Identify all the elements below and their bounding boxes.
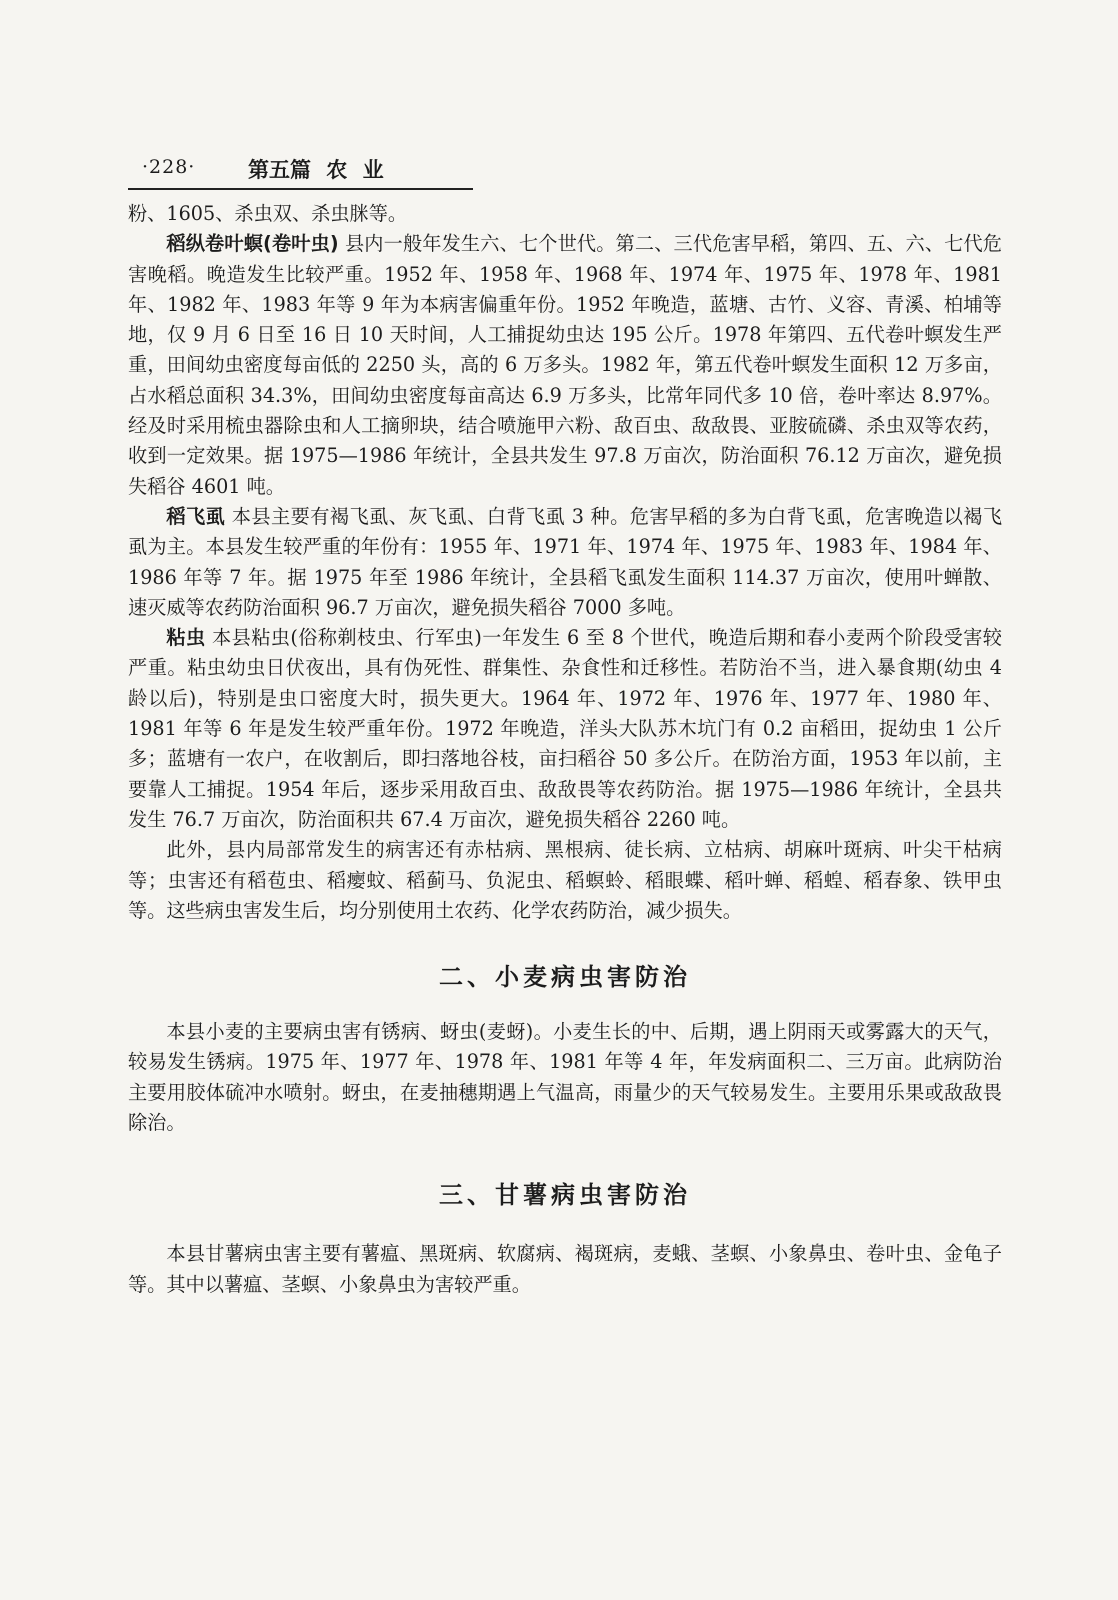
paragraph-planthopper — [128, 502, 1002, 623]
paragraph-armyworm — [128, 623, 1002, 835]
section-heading-wheat: 二、小麦病虫害防治 — [439, 962, 691, 992]
paragraph-rice-leaf-roller — [128, 229, 1002, 502]
term-armyworm: 粘虫 — [166, 626, 206, 650]
text-planthopper: 本县主要有褐飞虱、灰飞虱、白背飞虱 3 种。危害早稻的多为白背飞虱，危害晚造以褐飞虱为主。本县发生较严重的年份有：1955 年、1971 年、1974 年、1975 年、1983 年、1984 年、1986 年等 7 年。据 1975 年至 1986 年统计，全县稻飞虱发生面积 114.37 万亩次，使用叶蝉散、速灭威等农药防治面积 96.7 万亩次，避免损失稻谷 7000 多吨。 — [128, 504, 1003, 619]
paragraph-sweet-potato: 本县甘薯病虫害主要有薯瘟、黑斑病、软腐病、褐斑病，麦蛾、茎螟、小象鼻虫、卷叶虫、金龟子等。其中以薯瘟、茎螟、小象鼻虫为害较严重。 — [128, 1242, 1002, 1296]
section-heading-sweet-potato: 三、甘薯病虫害防治 — [439, 1180, 691, 1210]
page-number: ·228· — [142, 156, 196, 178]
paragraph-continuation: 粉、1605、杀虫双、杀虫脒等。 — [128, 202, 408, 225]
chapter-title: 第五篇 农 业 — [248, 158, 384, 182]
page-header — [128, 150, 473, 190]
paragraph-other-pests: 此外，县内局部常发生的病害还有赤枯病、黑根病、徒长病、立枯病、胡麻叶斑病、叶尖干枯病等；虫害还有稻苞虫、稻瘿蚊、稻蓟马、负泥虫、稻螟蛉、稻眼蝶、稻叶蝉、稻蝗、稻春象、铁甲虫等。这些病虫害发生后，均分别使用土农药、化学农药防治，减少损失。 — [128, 838, 1002, 922]
term-rice-leaf-roller: 稻纵卷叶螟(卷叶虫) — [166, 232, 339, 256]
text-armyworm: 本县粘虫(俗称剃枝虫、行军虫)一年发生 6 至 8 个世代，晚造后期和春小麦两个阶段受害较严重。粘虫幼虫日伏夜出，具有伪死性、群集性、杂食性和迁移性。若防治不当，进入暴食期(幼虫 4 龄以后)，特别是虫口密度大时，损失更大。1964 年、1972 年、1976 年、1977 年、1980 年、1981 年等 6 年是发生较严重年份。1972 年晚造，洋头大队苏木坑门有 0.2 亩稻田，捉幼虫 1 公斤多；蓝塘有一农户，在收割后，即扫落地谷枝，亩扫稻谷 50 多公斤。在防治方面，1953 年以前，主要靠人工捕捉。1954 年后，逐步采用敌百虫、敌敌畏等农药防治。据 1975—1986 年统计，全县共发生 76.7 万亩次，防治面积共 67.4 万亩次，避免损失稻谷 2260 吨。 — [128, 626, 1002, 831]
page-body — [128, 199, 1002, 1300]
text-rice-leaf-roller: 县内一般年发生六、七个世代。第二、三代危害早稻，第四、五、六、七代危害晚稻。晚造发生比较严重。1952 年、1958 年、1968 年、1974 年、1975 年、1978 年、1981 年、1982 年、1983 年等 9 年为本病害偏重年份。1952 年晚造，蓝塘、古竹、义容、青溪、柏埔等地，仅 9 月 6 日至 16 日 10 天时间，人工捕捉幼虫达 195 公斤。1978 年第四、五代卷叶螟发生严重，田间幼虫密度每亩低的 2250 头，高的 6 万多头。1982 年，第五代卷叶螟发生面积 12 万多亩，占水稻总面积 34.3%，田间幼虫密度每亩高达 6.9 万多头，比常年同代多 10 倍，卷叶率达 8.97%。经及时采用梳虫器除虫和人工摘卵块，结合喷施甲六粉、敌百虫、敌敌畏、亚胺硫磷、杀虫双等农药，收到一定效果。据 1975—1986 年统计，全县共发生 97.8 万亩次，防治面积 76.12 万亩次，避免损失稻谷 4601 吨。 — [128, 232, 1002, 498]
paragraph-wheat: 本县小麦的主要病虫害有锈病、蚜虫(麦蚜)。小麦生长的中、后期，遇上阴雨天或雾露大的天气，较易发生锈病。1975 年、1977 年、1978 年、1981 年等 4 年，年发病面积二、三万亩。此病防治主要用胶体硫冲水喷射。蚜虫，在麦抽穗期遇上气温高，雨量少的天气较易发生。主要用乐果或敌敌畏除治。 — [128, 1020, 1002, 1135]
term-planthopper: 稻飞虱 — [166, 504, 226, 528]
